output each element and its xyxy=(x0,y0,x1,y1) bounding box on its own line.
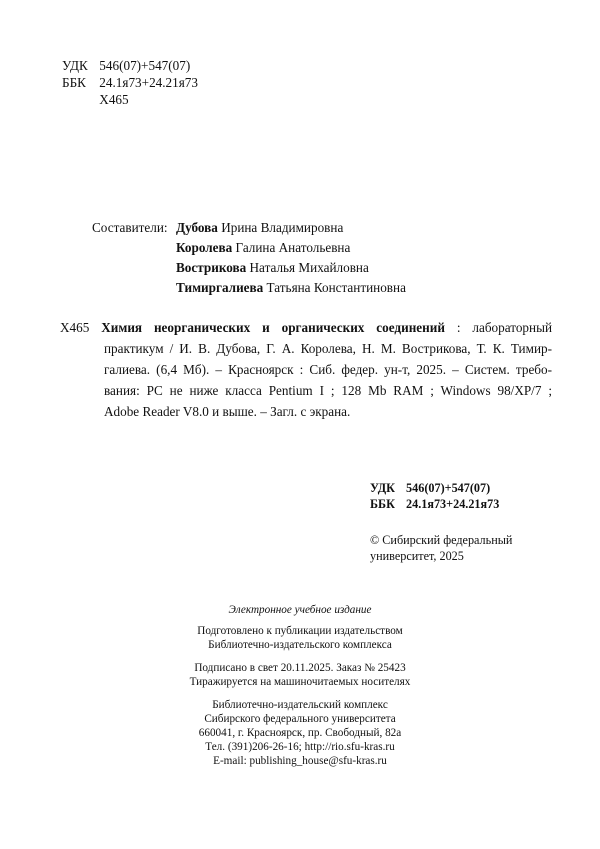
compiler-name: Вострикова Наталья Михайловна xyxy=(176,260,369,275)
bbk-row xyxy=(62,74,198,91)
imprint-block xyxy=(150,603,450,768)
compiler-name: Дубова Ирина Владимировна xyxy=(176,220,344,235)
bbk-label-bottom: ББК xyxy=(370,497,395,511)
prepared-line-2: Библиотечно-издательского комплекса xyxy=(208,639,392,651)
entry-line-5: Adobe Reader V8.0 и выше. – Загл. с экрана. xyxy=(104,404,351,419)
entry-line-2: практикум / И. В. Дубова, Г. А. Королева, Н. М. Вострикова, Т. К. Тимир- xyxy=(104,341,552,356)
entry-line-1 xyxy=(60,317,552,338)
entry-line-4: вания: PC не ниже класса Pentium I ; 128 Mb RAM ; Windows 98/XP/7 ; xyxy=(104,383,552,398)
classification-codes-top xyxy=(62,57,198,108)
prepared-line-1: Подготовлено к публикации издательством xyxy=(197,625,403,637)
edition-kind: Электронное учебное издание xyxy=(228,604,372,616)
publisher-phone: Тел. (391)206-26-16; http://rio.sfu-kras.ru xyxy=(205,741,395,753)
bbk-label: ББК xyxy=(62,75,86,90)
bbk-value: 24.1я73+24.21я73 xyxy=(99,75,198,90)
udk-label: УДК xyxy=(62,58,88,73)
entry-code: Х465 xyxy=(60,320,90,335)
udk-row-bottom xyxy=(370,480,499,496)
entry-line-3: галиева. (6,4 Мб). – Красноярск : Сиб. федер. ун-т, 2025. – Систем. требо- xyxy=(104,362,552,377)
bbk-value-bottom: 24.1я73+24.21я73 xyxy=(406,497,500,511)
udk-value: 546(07)+547(07) xyxy=(99,58,191,73)
publisher-line-2: Сибирского федерального университета xyxy=(204,713,396,725)
publisher-address: 660041, г. Красноярск, пр. Свободный, 82а xyxy=(198,727,402,739)
publication-note xyxy=(150,661,450,689)
signed-line: Подписано в свет 20.11.2025. Заказ № 25423 xyxy=(194,662,406,674)
udk-row xyxy=(62,57,198,74)
publisher-info xyxy=(150,698,450,768)
bbk-row-bottom xyxy=(370,496,499,512)
bibliographic-entry xyxy=(60,317,552,422)
classification-codes-bottom xyxy=(370,480,499,512)
udk-value-bottom: 546(07)+547(07) xyxy=(406,481,491,495)
compilers-label: Составители: xyxy=(92,220,168,235)
copyright-line-1: © Сибирский федеральный xyxy=(370,533,513,547)
compiler-name: Тимиргалиева Татьяна Константиновна xyxy=(176,280,406,295)
entry-title: Химия неорганических и органических соединений xyxy=(101,320,445,335)
replicated-line: Тиражируется на машиночитаемых носителях xyxy=(189,676,411,688)
publisher-line-1: Библиотечно-издательский комплекс xyxy=(212,699,388,711)
compiler-name: Королева Галина Анатольевна xyxy=(176,240,351,255)
author-mark: Х465 xyxy=(99,92,129,107)
copyright-notice xyxy=(370,532,512,564)
copyright-line-2: университет, 2025 xyxy=(370,549,464,563)
author-mark-row xyxy=(62,91,198,108)
entry-line-1-rest: : лабораторный xyxy=(444,320,553,335)
publisher-email: E-mail: publishing_house@sfu-kras.ru xyxy=(213,755,387,767)
udk-label-bottom: УДК xyxy=(370,481,395,495)
compilers-list xyxy=(176,218,406,298)
prepared-note xyxy=(150,624,450,652)
